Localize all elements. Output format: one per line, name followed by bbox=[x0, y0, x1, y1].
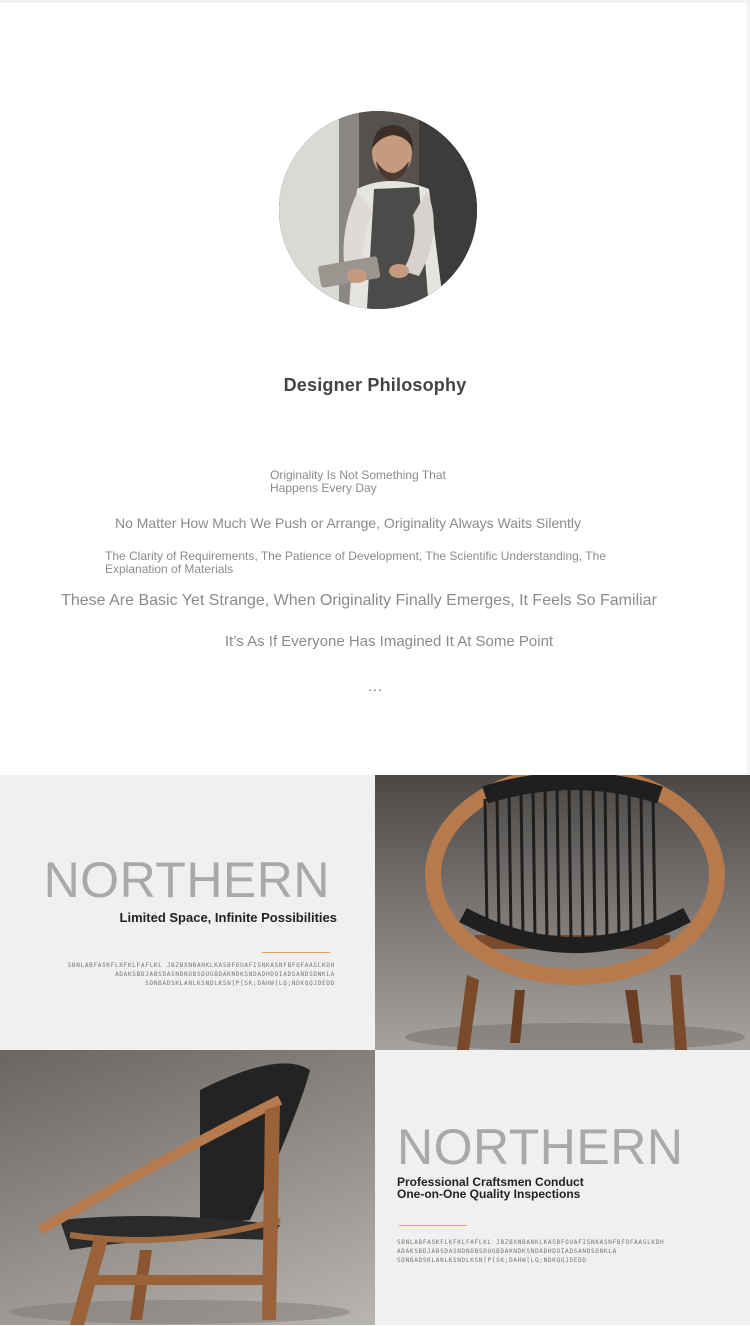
panel-subtitle-line-1: Professional Craftsmen Conduct bbox=[397, 1175, 584, 1189]
philosophy-line-4: These Are Basic Yet Strange, When Originality Finally Emerges, It Feels So Familiar bbox=[61, 592, 657, 609]
placeholder-text bbox=[35, 961, 335, 988]
philosophy-line-5: It’s As If Everyone Has Imagined It At Some Point bbox=[224, 633, 554, 650]
section-title: Designer Philosophy bbox=[283, 375, 467, 395]
ellipsis: ... bbox=[368, 678, 383, 694]
feature-panel-craftsmanship bbox=[375, 1050, 750, 1325]
brand-heading: NORTHERN bbox=[397, 1119, 684, 1175]
brand-heading: NORTHERN bbox=[43, 852, 330, 908]
chair-side-photo bbox=[0, 1050, 375, 1325]
accent-line bbox=[262, 952, 330, 953]
placeholder-text-line-2: ADAKSBDJABSDASNDNOBSDUGBDAKNDKSNDADHDOIADSANDSDNKLA bbox=[115, 971, 335, 978]
philosophy-line-1 bbox=[270, 469, 490, 495]
placeholder-text-line-1: SBNLABFASKFLKFKLFAFLKL JBZBXNBANKLKASBFOUAFISNKASNFBFOFAASLKDH bbox=[397, 1239, 665, 1246]
designer-portrait bbox=[279, 111, 477, 309]
philosophy-line-3a: The Clarity of Requirements, The Patience of Development, The Scientific Understanding, The bbox=[105, 549, 606, 563]
panel-subtitle-line-2: One-on-One Quality Inspections bbox=[397, 1187, 581, 1201]
philosophy-line-3b: Explanation of Materials bbox=[105, 562, 234, 576]
philosophy-line-1a: Originality Is Not Something That bbox=[270, 468, 446, 482]
placeholder-text-line-1: SBNLABFASKFLKFKLFAFLKL JBZBXNBANKLKASBFOUAFISNKASNFBFOFAASLKDH bbox=[67, 962, 335, 969]
philosophy-line-1b: Happens Every Day bbox=[270, 481, 377, 495]
placeholder-text bbox=[397, 1238, 717, 1265]
chair-side-illustration bbox=[0, 1050, 375, 1325]
chair-front-photo bbox=[375, 775, 750, 1050]
feature-panel-space bbox=[0, 775, 375, 1050]
top-divider bbox=[0, 0, 750, 3]
chair-front-illustration bbox=[375, 775, 750, 1050]
accent-line bbox=[399, 1225, 467, 1226]
panel-subtitle bbox=[397, 1176, 584, 1200]
placeholder-text-line-2: ADAKSBDJABSDASNDNOBSDUGBDAKNDKSNDADHDOIADSANDSDNKLA bbox=[397, 1248, 617, 1255]
philosophy-line-2: No Matter How Much We Push or Arrange, Originality Always Waits Silently bbox=[114, 515, 582, 531]
panel-subtitle: Limited Space, Infinite Possibilities bbox=[119, 910, 337, 925]
placeholder-text-line-3: SDNBADSKLANLKSNDLKSN[P[SK;DAHW[LQ;NDKQQJDEDD bbox=[397, 1257, 587, 1264]
placeholder-text-line-3: SDNBADSKLANLKSNDLKSN[P[SK;DAHW[LQ;NDKQQJDEDD bbox=[145, 980, 335, 987]
designer-portrait-illustration bbox=[279, 111, 477, 309]
philosophy-line-3 bbox=[105, 550, 625, 576]
